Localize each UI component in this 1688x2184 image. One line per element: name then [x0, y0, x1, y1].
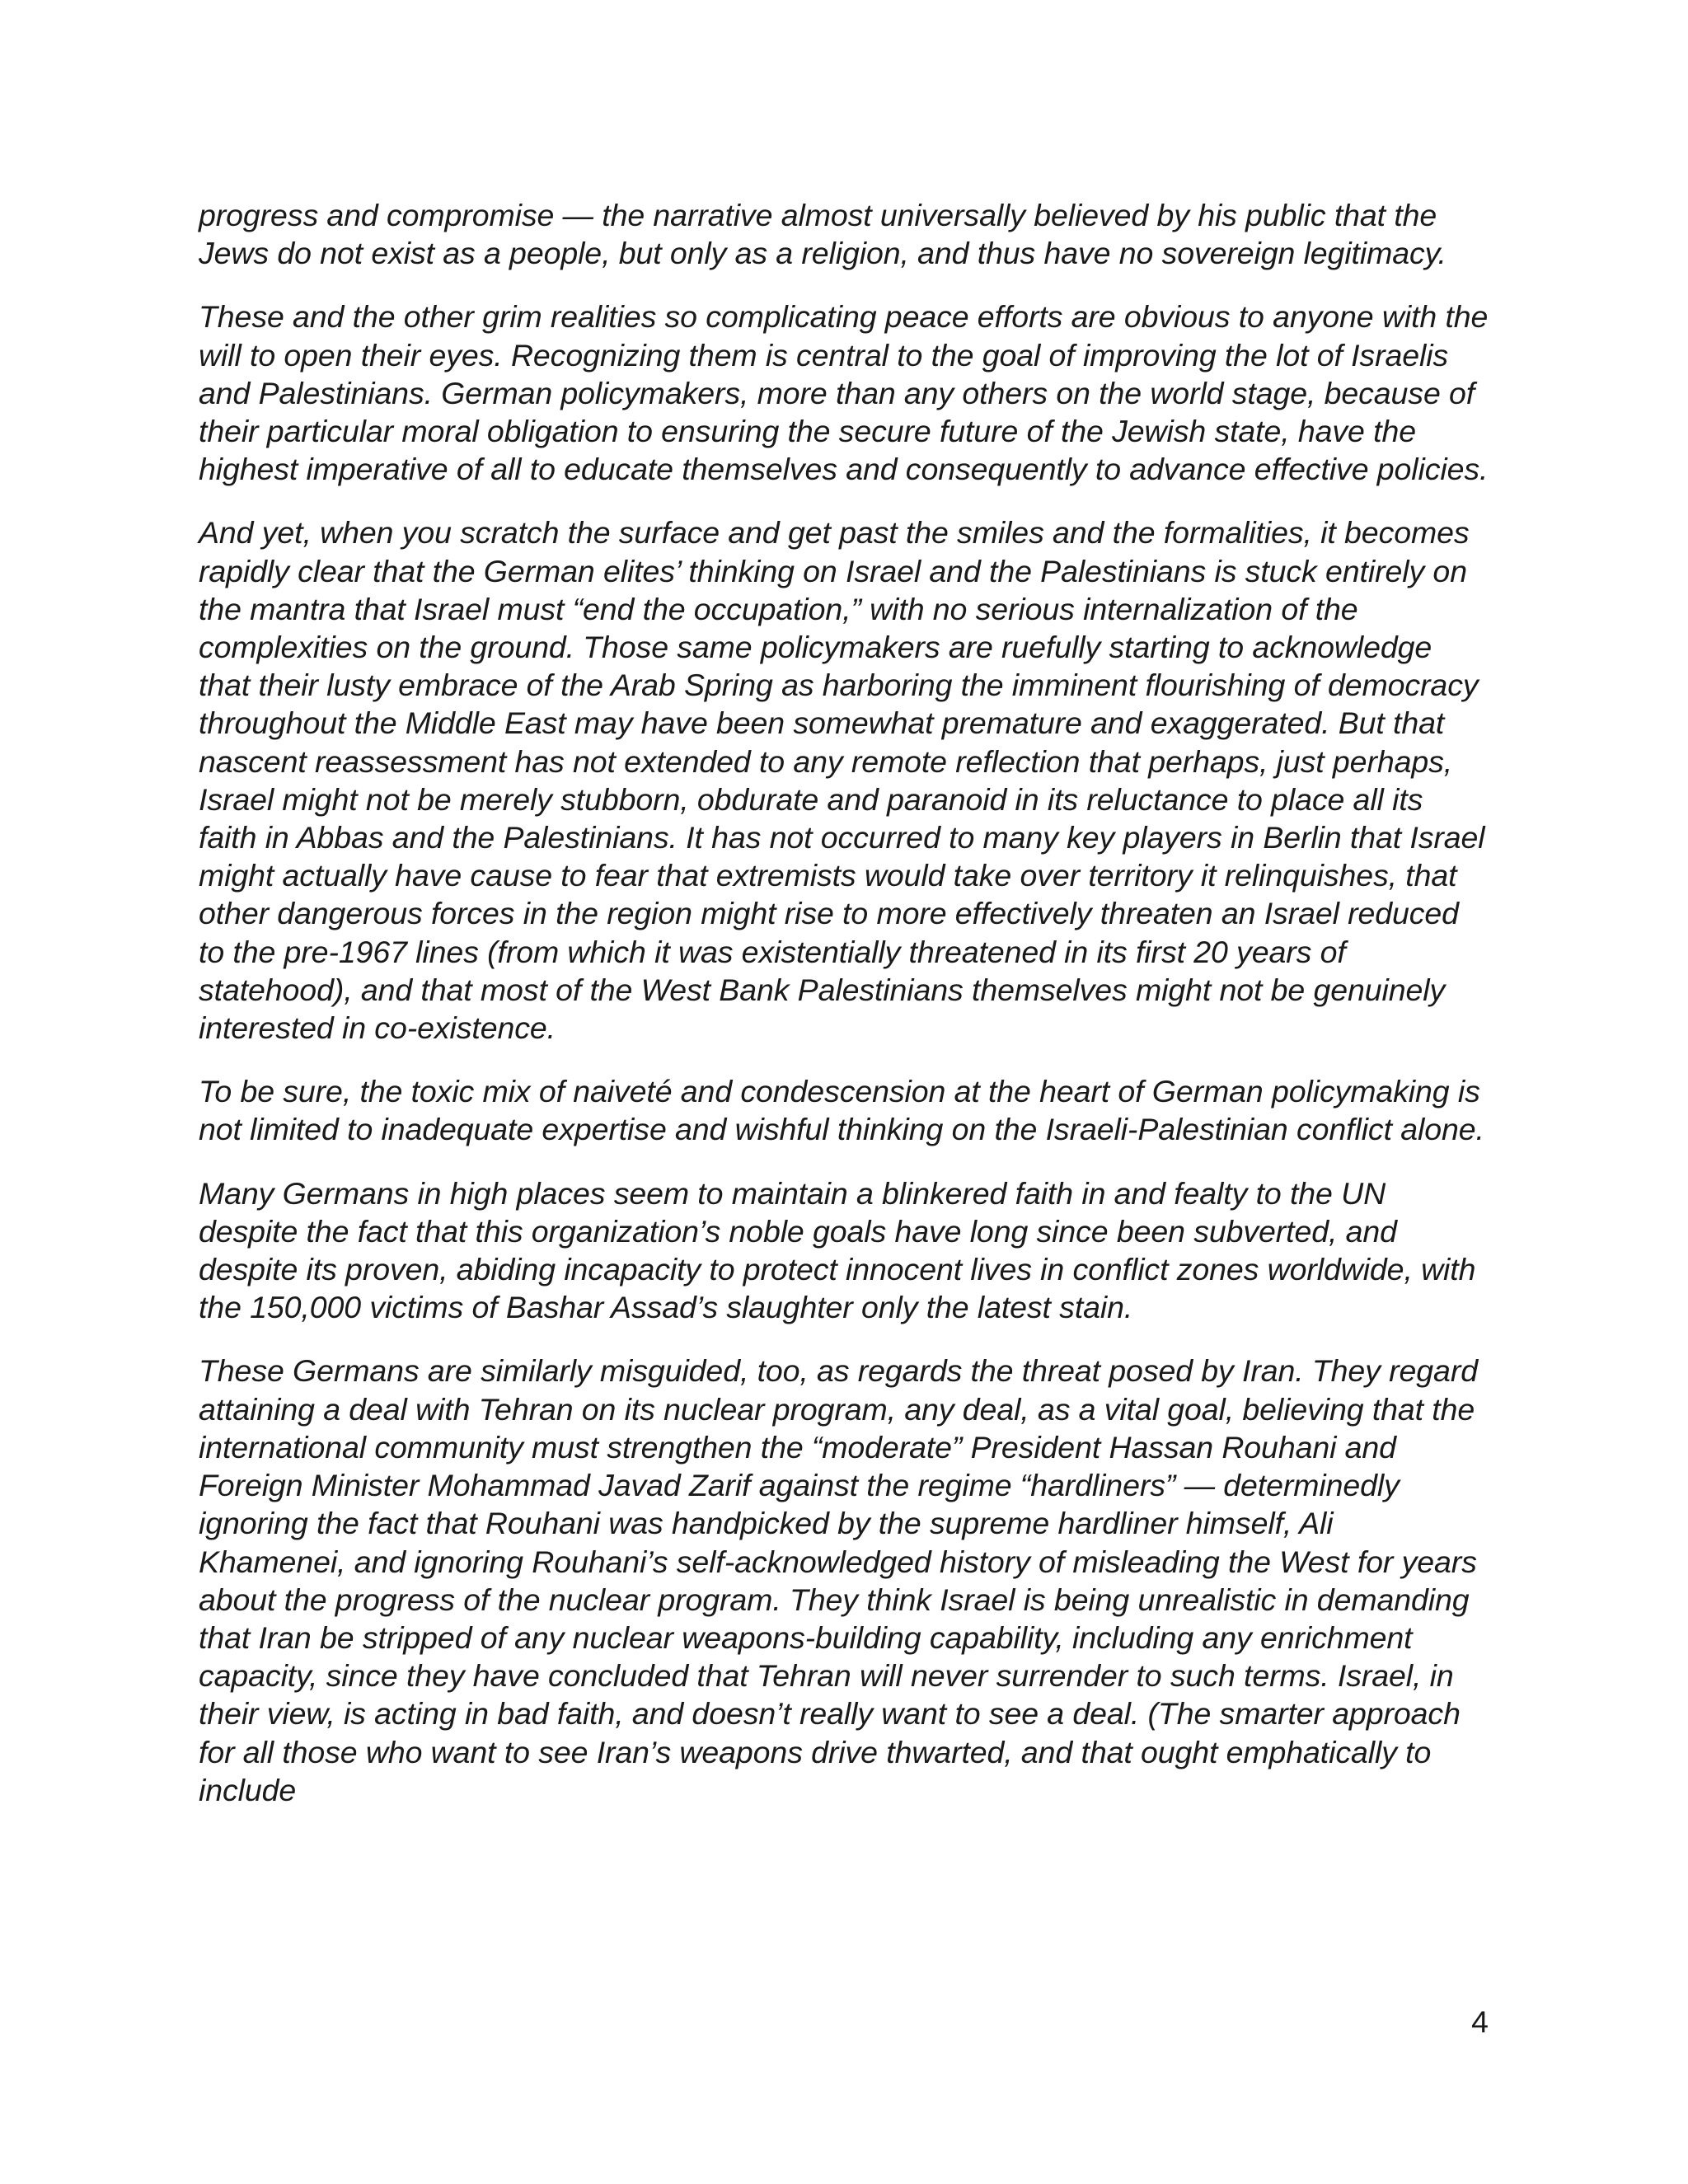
- page-number: 4: [1471, 2004, 1489, 2039]
- paragraph-1: progress and compromise — the narrative almost universally believed by his public that the Jews do not exist as a people, but only as a religion, and thus have no sovereign legitimacy.: [199, 198, 1447, 271]
- paragraph-6: These Germans are similarly misguided, too, as regards the threat posed by Iran. They regard attaining a deal with Tehran on its nuclear program, any deal, as a vital goal, believing that the international community must strengthen the “moderate” President Hassan Rouhani and Foreign Minister Mohammad Javad Zarif against the regime “hardliners” — determinedly ignoring the fact that Rouhani was handpicked by the supreme hardliner himself, Ali Khamenei, and ignoring Rouhani’s self-acknowledged history of misleading the West for years about the progress of the nuclear program. They think Israel is being unrealistic in demanding that Iran be stripped of any nuclear weapons-building capability, including any enrichment capacity, since they have concluded that Tehran will never surrender to such terms. Israel, in their view, is acting in bad faith, and doesn’t really want to see a deal. (The smarter approach for all those who want to see Iran’s weapons drive thwarted, and that ought emphatically to include: [199, 1353, 1478, 1807]
- paragraph-4: To be sure, the toxic mix of naiveté and condescension at the heart of German policymaking is not limited to inadequate expertise and wishful thinking on the Israeli-Palestinian conflict alone.: [199, 1074, 1484, 1147]
- paragraph-3: And yet, when you scratch the surface and get past the smiles and the formalities, it becomes rapidly clear that the German elites’ thinking on Israel and the Palestinians is stuck entirely on the mantra that Israel must “end the occupation,” with no serious internalization of the complexities on the ground. Those same policymakers are ruefully starting to acknowledge that their lusty embrace of the Arab Spring as harboring the imminent flourishing of democracy throughout the Middle East may have been somewhat premature and exaggerated. But that nascent reassessment has not extended to any remote reflection that perhaps, just perhaps, Israel might not be merely stubborn, obdurate and paranoid in its reluctance to place all its faith in Abbas and the Palestinians. It has not occurred to many key players in Berlin that Israel might actually have cause to fear that extremists would take over territory it relinquishes, that other dangerous forces in the region might rise to more effectively threaten an Israel reduced to the pre-1967 lines (from which it was existentially threatened in its first 20 years of statehood), and that most of the West Bank Palestinians themselves might not be genuinely interested in co-existence.: [199, 515, 1485, 1046]
- body-text: [199, 196, 1489, 1835]
- paragraph-5: Many Germans in high places seem to maintain a blinkered faith in and fealty to the UN despite the fact that this organization’s noble goals have long since been subverted, and despite its proven, abiding incapacity to protect innocent lives in conflict zones worldwide, with the 150,000 victims of Bashar Assad’s slaughter only the latest stain.: [199, 1175, 1476, 1325]
- paragraph-2: These and the other grim realities so complicating peace efforts are obvious to anyone with the will to open their eyes. Recognizing them is central to the goal of improving the lot of Israelis and Palestinians. German policymakers, more than any others on the world stage, because of their particular moral obligation to ensuring the secure future of the Jewish state, have the highest imperative of all to educate themselves and consequently to advance effective policies.: [199, 299, 1489, 487]
